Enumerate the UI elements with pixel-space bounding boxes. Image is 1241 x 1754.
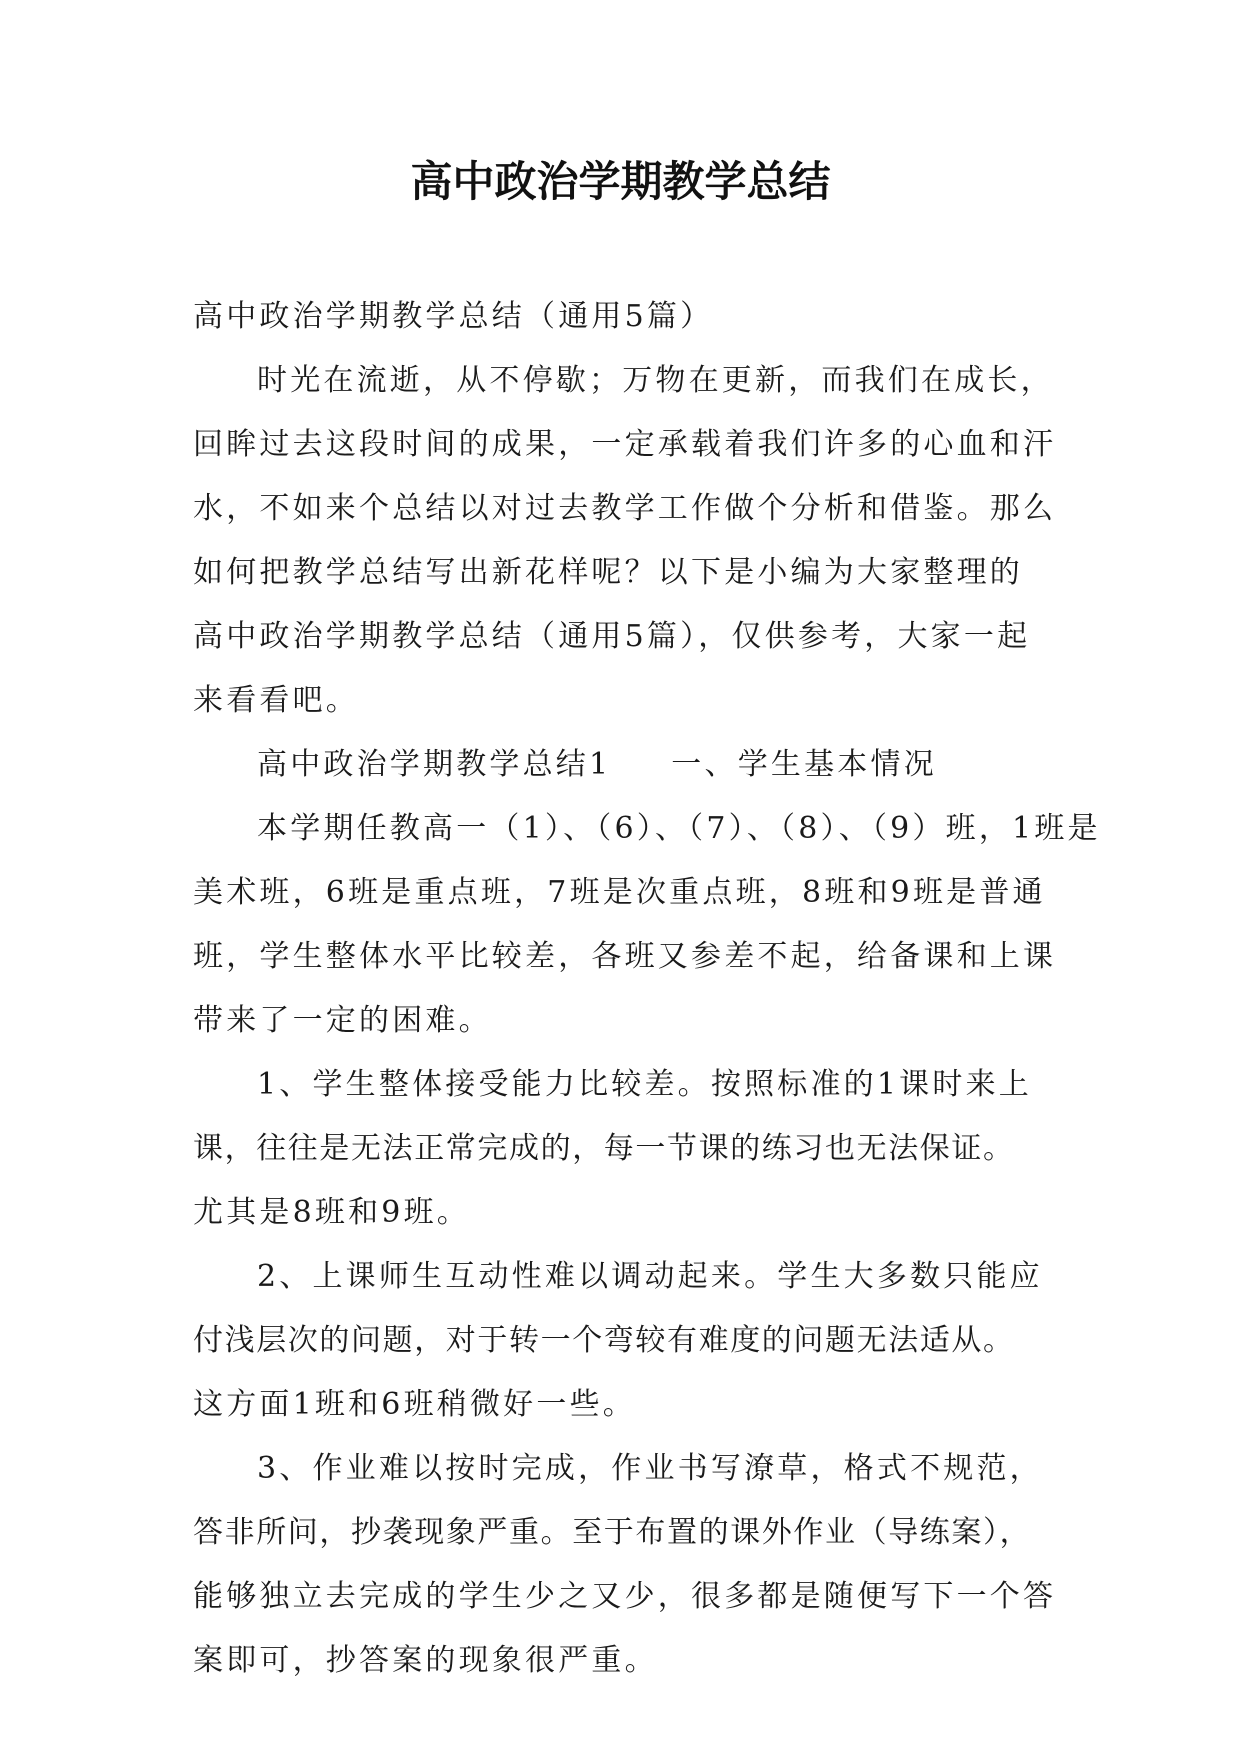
paragraph-line: 尤其是8班和9班。 <box>193 1195 470 1230</box>
section-heading-line <box>193 733 1073 797</box>
paragraph-line: 如何把教学总结写出新花样呢？以下是小编为大家整理的 <box>193 555 1023 590</box>
paragraph-line: 本学期任教高一（1）、（6）、（7）、（8）、（9）班，1班是 <box>257 811 1101 846</box>
paragraph-line: 这方面1班和6班稍微好一些。 <box>193 1387 636 1422</box>
paragraph-line: 回眸过去这段时间的成果，一定承载着我们许多的心血和汗 <box>193 427 1057 462</box>
paragraph-line: 来看看吧。 <box>193 683 359 718</box>
section-title: 高中政治学期教学总结1 <box>257 747 612 782</box>
paragraph-line: 课，往往是无法正常完成的，每一节课的练习也无法保证。 <box>193 1131 1015 1166</box>
paragraph-line: 美术班，6班是重点班，7班是次重点班，8班和9班是普通 <box>193 875 1046 910</box>
paragraph-line: 1、学生整体接受能力比较差。按照标准的1课时来上 <box>257 1067 1032 1102</box>
paragraph-line: 时光在流逝，从不停歇；万物在更新，而我们在成长， <box>257 363 1054 398</box>
paragraph-line: 3、作业难以按时完成，作业书写潦草，格式不规范， <box>257 1451 1043 1486</box>
document-title: 高中政治学期教学总结 <box>410 157 831 206</box>
paragraph-line: 案即可，抄答案的现象很严重。 <box>193 1643 658 1678</box>
subsection-title: 一、学生基本情况 <box>671 747 937 782</box>
paragraph-line: 付浅层次的问题，对于转一个弯较有难度的问题无法适从。 <box>193 1323 1015 1358</box>
paragraph-line: 班，学生整体水平比较差，各班又参差不起，给备课和上课 <box>193 939 1057 974</box>
paragraph-line: 能够独立去完成的学生少之又少，很多都是随便写下一个答 <box>193 1579 1057 1614</box>
paragraph-line: 带来了一定的困难。 <box>193 1003 492 1038</box>
paragraph-line: 2、上课师生互动性难以调动起来。学生大多数只能应 <box>257 1259 1043 1294</box>
document-body <box>193 285 1101 1693</box>
paragraph-line: 水，不如来个总结以对过去教学工作做个分析和借鉴。那么 <box>193 491 1057 526</box>
subtitle-line: 高中政治学期教学总结（通用5篇） <box>193 299 714 334</box>
paragraph-line: 答非所问，抄袭现象严重。至于布置的课外作业（导练案）， <box>193 1515 1032 1550</box>
paragraph-line: 高中政治学期教学总结（通用5篇），仅供参考，大家一起 <box>193 619 1031 654</box>
